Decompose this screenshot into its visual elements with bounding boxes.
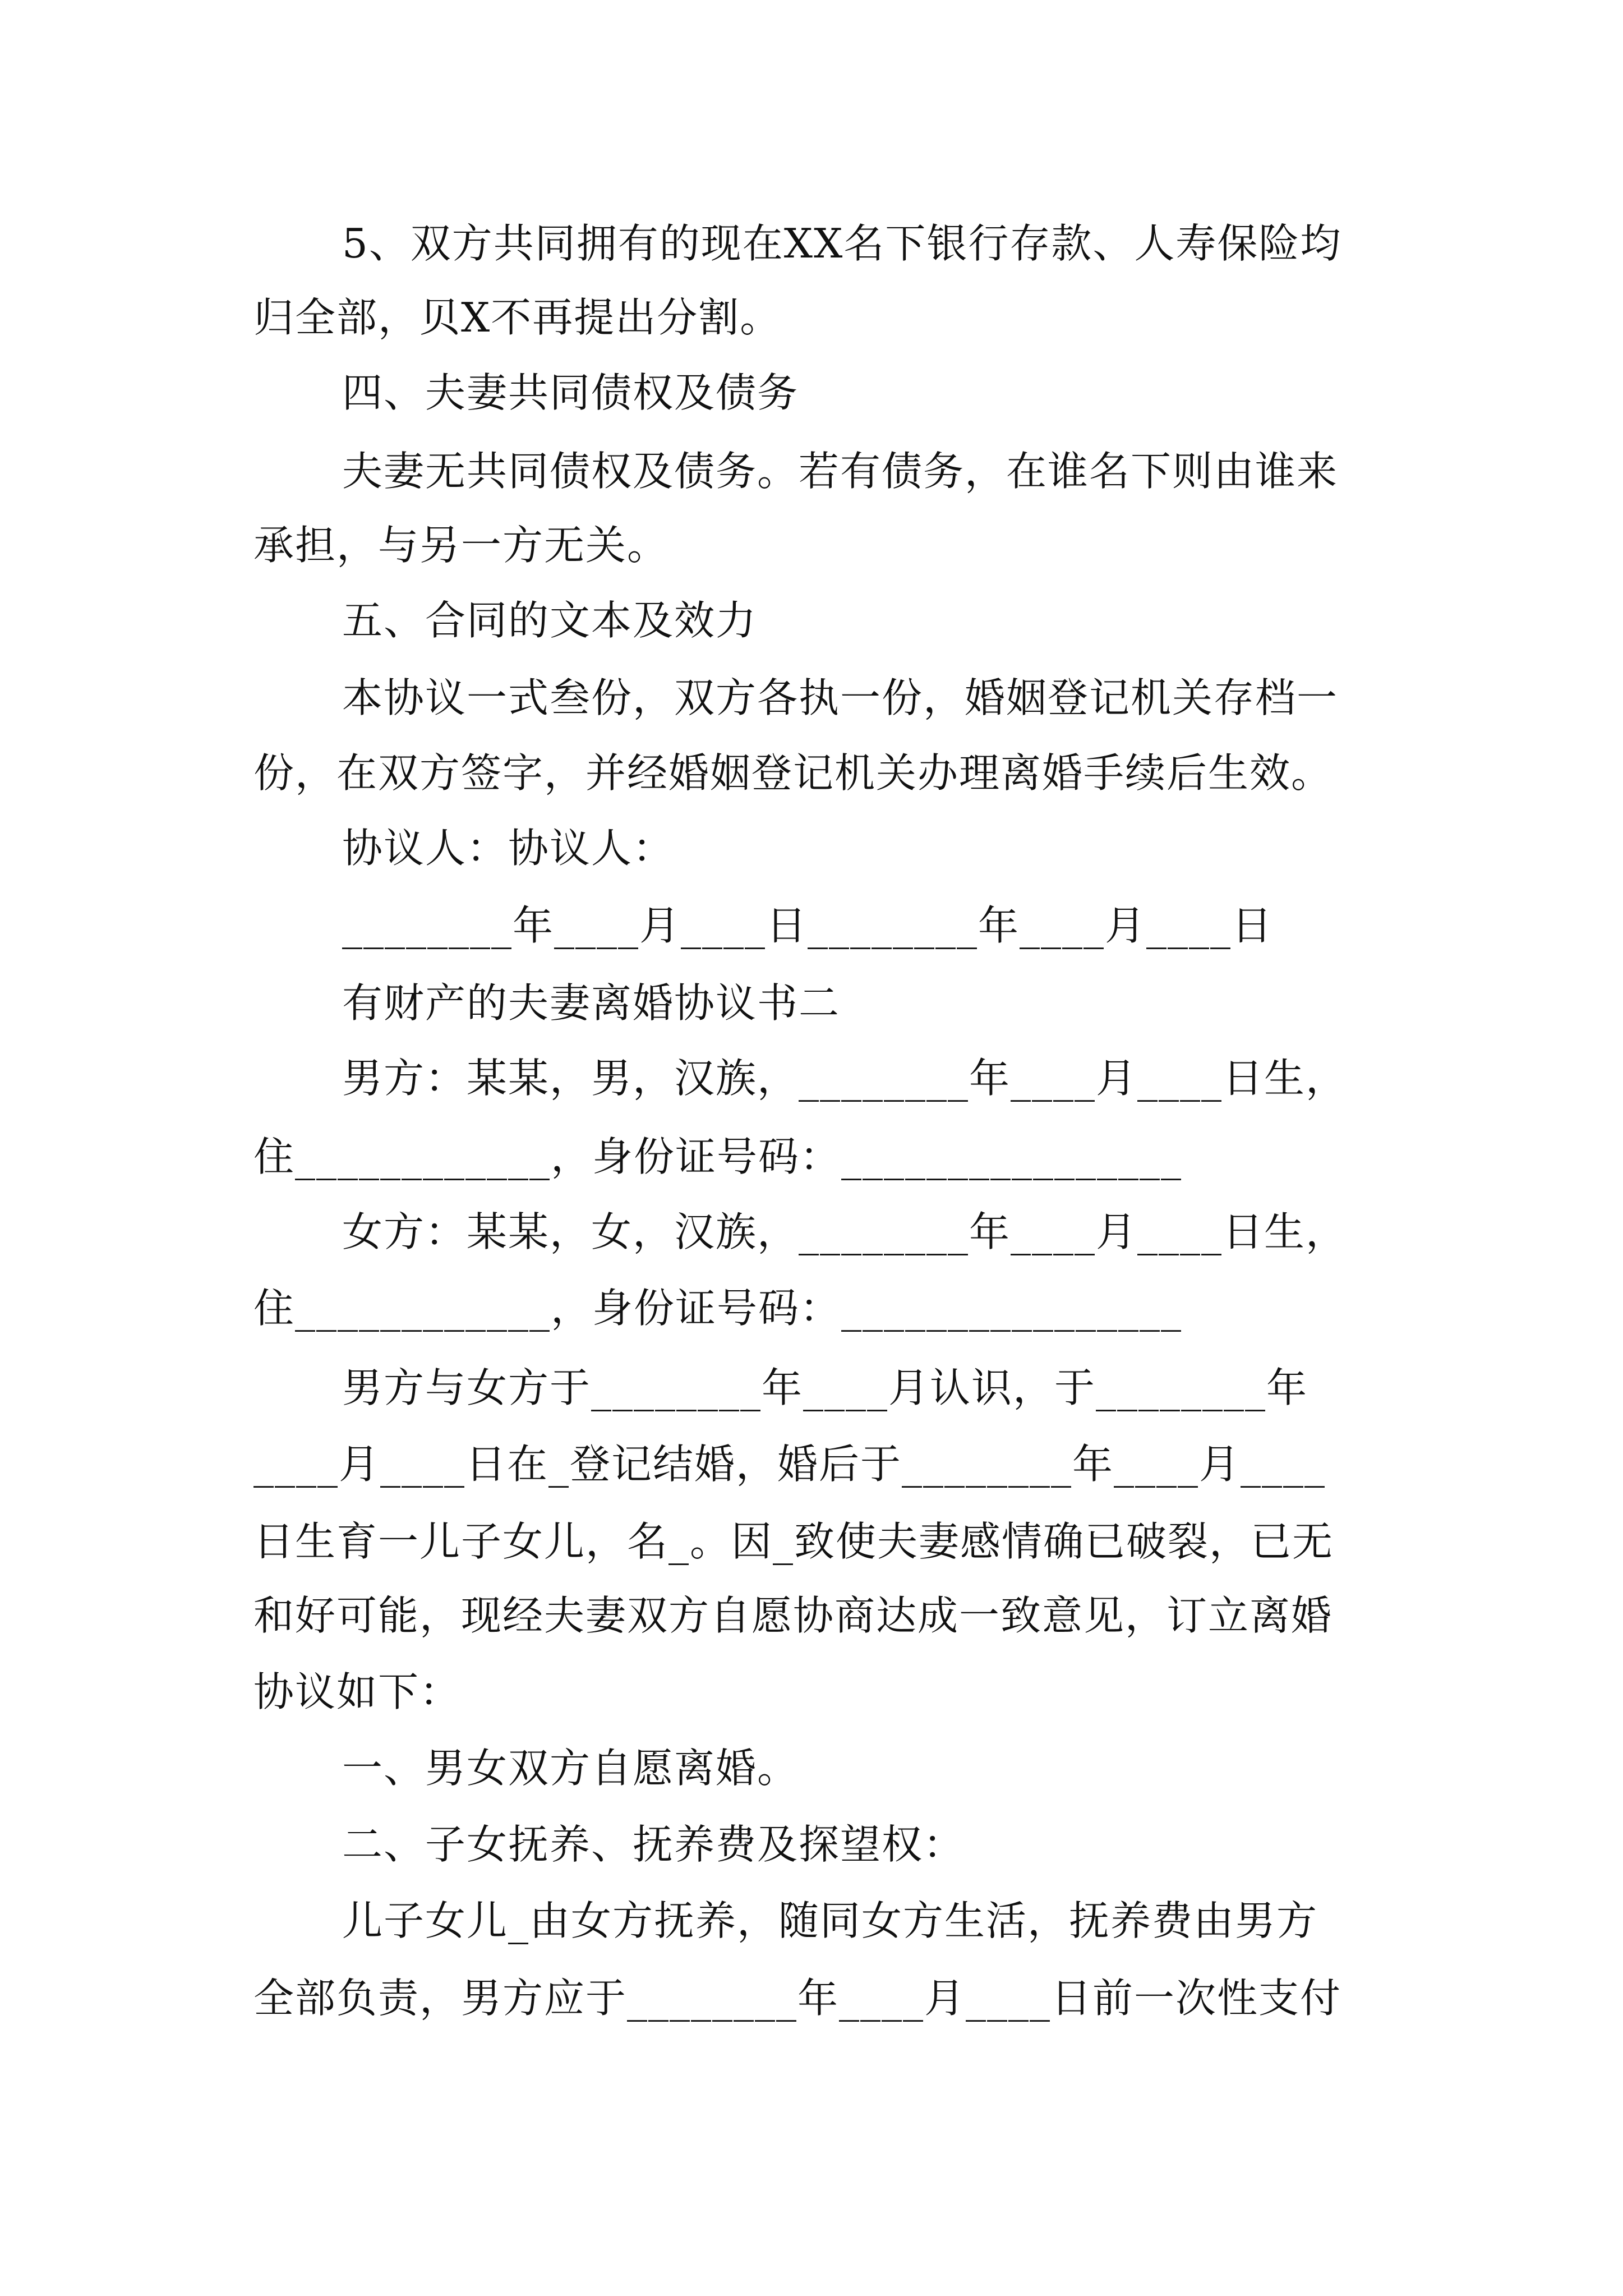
section-4-body-line-2: 承担，与另一方无关。 [253,522,669,569]
section-4-body-line-1: 夫妻无共同债权及债务。若有债务，在谁名下则由谁来 [342,448,1339,495]
background-paragraph-line-5: 协议如下： [253,1668,462,1715]
male-party-line-2: 住____________，身份证号码：________________ [253,1133,1183,1180]
section-5-heading: 五、合同的文本及效力 [342,597,758,644]
background-paragraph-line-3: 日生育一儿子女儿，名_。因_致使夫妻感情确已破裂，已无 [253,1518,1334,1565]
background-paragraph-line-2: ____月____日在_登记结婚，婚后于________年____月____ [253,1441,1326,1488]
signature-date-blanks: ________年____月____日________年____月____日 [342,902,1273,949]
article-2-heading: 二、子女抚养、抚养费及探望权： [342,1821,965,1868]
clause-5-bank-deposits-line-2: 归全部，贝X不再提出分割。 [253,294,782,341]
article-2-body-line-2: 全部负责，男方应于________年____月____日前一次性支付 [253,1975,1342,2022]
background-paragraph-line-1: 男方与女方于________年____月认识，于________年 [342,1364,1308,1411]
article-1-divorce: 一、男女双方自愿离婚。 [342,1745,799,1792]
article-2-body-line-1: 儿子女儿_由女方抚养，随同女方生活，抚养费由男方 [342,1897,1318,1944]
agreement-2-title: 有财产的夫妻离婚协议书二 [342,979,841,1027]
section-5-body-line-2: 份，在双方签字，并经婚姻登记机关办理离婚手续后生效。 [253,749,1333,797]
section-5-body-line-1: 本协议一式叁份，双方各执一份，婚姻登记机关存档一 [342,674,1339,721]
clause-5-bank-deposits-line-1: 5、双方共同拥有的现在XX名下银行存款、人寿保险均 [342,220,1342,267]
background-paragraph-line-4: 和好可能，现经夫妻双方自愿协商达成一致意见，订立离婚 [253,1592,1333,1639]
female-party-line-1: 女方：某某，女，汉族，________年____月____日生， [342,1208,1348,1255]
signatories-label: 协议人：协议人： [342,825,675,872]
male-party-line-1: 男方：某某，男，汉族，________年____月____日生， [342,1055,1348,1102]
female-party-line-2: 住____________，身份证号码：________________ [253,1285,1183,1332]
section-4-heading: 四、夫妻共同债权及债务 [342,369,799,416]
